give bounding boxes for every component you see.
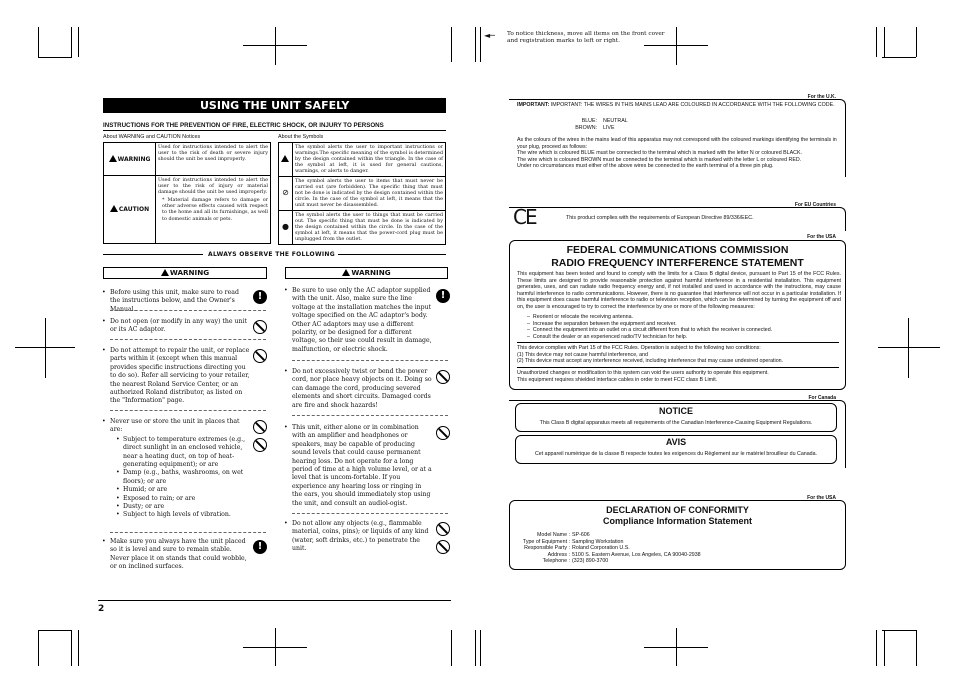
uk-instructions: As the colours of the wires in the mains lead of this apparatus may not correspond with the coloured markings identifying the terminals in your plug, proceed as follows: The wire which is coloured BLUE must be connected to the terminal which is marked with the letter N or coloured BLACK. The wire which is coloured BROWN must be connected to the terminal which is marked with the letter L or coloured RED. Under no circumstances must either of the above wires be connected to the earth terminal of a three pin plug. (517, 137, 837, 170)
divider (338, 254, 446, 255)
exclamation-icon: ! (436, 289, 450, 303)
warning-label-cell: WARNING (104, 143, 156, 176)
region-label-eu: For EU Countries (794, 202, 836, 208)
no-disassemble-icon: ⊘ (279, 177, 293, 211)
eu-text: This product complies with the requirements of European Directive 89/336/EEC. (566, 215, 754, 221)
region-label-usa: For the USA (807, 495, 836, 501)
declaration-details: Model Name : SP-606 Type of Equipment : Sampling Workstation Responsible Party : Roland Corporation U.S. Address : 5100 S. Eastern Avenue, Los Angeles, CA 90040-2938 Telephone : (323) 890-3700 (522, 532, 701, 565)
prohibited-icon (436, 426, 450, 440)
no-disassemble-icon (253, 320, 267, 334)
list-item: • Do not open (or modify in any way) the unit or its AC adaptor. (102, 318, 247, 334)
uk-color-code: BLUE: NEUTRAL BROWN: LIVE (575, 118, 628, 131)
list-item: • Do not attempt to repair the unit, or replace parts within it (except when this manual provides specific instructions directing you to do so). Refer all servicing to your retailer, the nearest Roland Service Center, or an authorized Roland distributor, as listed on the "Information" page. (102, 347, 250, 405)
list-item: • This unit, either alone or in combination with an amplifier and headphones or speakers, may be capable of producing sound levels that could cause permanent hearing loss. Do not operate for a long period of time at a high volume level, or at a level that is uncom-fortable. If you experience any hearing loss or ringing in the ears, you should immediately stop using the unit, and consult an audiol-ogist. (284, 424, 432, 507)
divider (292, 513, 448, 514)
divider (110, 339, 266, 340)
no-liquid-icon (436, 540, 450, 554)
symbol-triangle-cell (279, 143, 293, 177)
no-disassemble-icon (253, 349, 267, 363)
divider (517, 367, 839, 368)
list-item: • Be sure to use only the AC adaptor supplied with the unit. Also, make sure the line voltage at the installation matches the input voltage specified on the AC adaptor's body. Other AC adaptors may use a different polarity, or be designed for a different voltage, so their use could result in damage, malfunction, or electric shock. (284, 287, 432, 353)
caution-triangle-icon (110, 205, 118, 212)
no-placement-icon (253, 420, 267, 434)
top-note: To notice thickness, move all items on the front cover and registration marks to left or right. (507, 31, 665, 44)
unplug-icon: ● (279, 211, 293, 245)
triangle-icon (281, 155, 289, 162)
fcc-paragraph: This equipment has been tested and found to comply with the limits for a Class B digital device, pursuant to Part 15 of the FCC Rules. These limits are designed to provide reasonable protection against harmful interference in a residential installation. This equipment generates, uses, and can radiate radio frequency energy and, if not installed and used in accordance with the instructions, may cause harmful interference to radio communications. However, there is no guarantee that interference will not occur in a particular installation. If this equipment does cause harmful interference to radio or television reception, which can be determined by turning the equipment off and on, the user is encouraged to try to correct the interference by one or more of the following measures: (517, 271, 841, 310)
exclamation-icon: ! (253, 540, 267, 554)
region-label-uk: For the U.K. (807, 94, 836, 100)
exclamation-icon: ! (253, 290, 267, 304)
notice-table (103, 142, 271, 244)
arrow-left-icon: ◄─ (484, 31, 495, 40)
list-item: • Before using this unit, make sure to read the instructions below, and the Owner's Manual. (102, 289, 239, 313)
symbol-triangle-text: The symbol alerts the user to important instructions or warnings.The specific meaning of the symbol is determined by the design contained within the triangle. In the case of the symbol at left, it is used for general cautions, warnings, or alerts to danger. (293, 143, 446, 177)
divider (103, 254, 203, 255)
symbol-prohibit-text: The symbol alerts the user to items that must never be carried out (are forbidden). The specific thing that must not be done is indicated by the design contained within the circle. In the case of the symbol at left, it means that the unit must never be disassembled. (293, 177, 446, 211)
col1-warning-header: WARNING (103, 267, 267, 279)
about-symbols-heading: About the Symbols (278, 134, 324, 140)
prohibited-icon (436, 370, 450, 384)
region-label-canada: For Canada (808, 395, 836, 401)
no-placement-icon (253, 438, 267, 452)
page-title: USING THE UNIT SAFELY (103, 98, 446, 113)
warning-triangle-icon (161, 269, 169, 276)
uk-important: IMPORTANT: IMPORTANT: THE WIRES IN THIS MAINS LEAD ARE COLOURED IN ACCORDANCE WITH THE FOLLOWING CODE. (517, 102, 835, 108)
divider (103, 130, 446, 131)
list-item: • Make sure you always have the unit placed so it is level and sure to remain stable. Never place it on stands that could wobble, or on inclined surfaces. (102, 538, 247, 571)
divider (98, 600, 451, 601)
caution-label-cell: CAUTION (104, 176, 156, 244)
list-item: • Do not allow any objects (e.g., flammable material, coins, pins); or liquids of any kind (water, soft drinks, etc.) to penetrate the unit. (284, 520, 429, 553)
page-number: 2 (98, 604, 105, 614)
caution-description: Used for instructions intended to alert the user to the risk of injury or material damage should the unit be used improperly. * Material damage refers to damage or other adverse effects caused with respect to the home and all its furnishings, as well to domestic animals or pets. (156, 176, 271, 244)
divider (292, 415, 448, 416)
subtitle: INSTRUCTIONS FOR THE PREVENTION OF FIRE, ELECTRIC SHOCK, OR INJURY TO PERSONS (103, 122, 384, 129)
region-label-usa: For the USA (807, 234, 836, 240)
fcc-changes: Unauthorized changes or modification to this system can void the users authority to operate this equipment. This equipment requires shielded interface cables in order to meet FCC class B Limit. (517, 370, 769, 383)
notice-text: This Class B digital apparatus meets all requirements of the Canadian Interference-Causing Equipment Regulations. (539, 420, 813, 426)
divider (292, 360, 448, 361)
fcc-measures: – Reorient or relocate the receiving antenna. – Increase the separation between the equipment and receiver. – Connect the equipment into an outlet on a circuit different from that to which the receiver is connected. – Consult the dealer or an experienced radio/TV technician for help. (527, 314, 773, 340)
prohibited-icon (436, 522, 450, 536)
divider (110, 310, 266, 311)
avis-title: AVIS (665, 437, 687, 447)
symbol-mandatory-text: The symbol alerts the user to things that must be carried out. The specific thing that must be done is indicated by the design contained within the circle. In the case of the symbol at left, it means that the power-cord plug must be unplugged from the outlet. (293, 211, 446, 245)
col2-warning-header: WARNING (285, 267, 448, 279)
list-item: • Never use or store the unit in places that are: • Subject to temperature extremes (e.g., direct sunlight in an enclosed vehicle, near a heating duct, on top of heat-generating equipment); or are • Damp (e.g., baths, washrooms, on wet floors); or are • Humid; or are • Exposed to rain; or are • Dusty; or are • Subject to high levels of vibration. (110, 418, 250, 520)
warning-description: Used for instructions intended to alert the user to the risk of death or severe injury should the unit be used improperly. (156, 143, 271, 176)
declaration-title: DECLARATION OF CONFORMITY Compliance Information Statement (602, 505, 753, 526)
fcc-title: FEDERAL COMMUNICATIONS COMMISSION RADIO FREQUENCY INTERFERENCE STATEMENT (551, 244, 804, 269)
divider (110, 532, 266, 533)
about-notices-heading: About WARNING and CAUTION Notices (103, 134, 201, 140)
always-observe-heading: ALWAYS OBSERVE THE FOLLOWING (208, 251, 335, 258)
divider (517, 342, 839, 343)
fcc-part15: This device complies with Part 15 of the FCC Rules. Operation is subject to the following two conditions: (1) This device may not cause harmful interference, and (2) This device must accept any interference received, including interference that may cause undesired operation. (517, 345, 784, 365)
notice-title: NOTICE (658, 406, 693, 416)
list-item: • Do not excessively twist or bend the power cord, nor place heavy objects on it. Doing so can damage the cord, producing severed elements and short circuits. Damaged cords are fire and shock hazards! (284, 368, 432, 409)
warning-triangle-icon (109, 155, 117, 162)
divider (110, 410, 266, 411)
avis-text: Cet appareil numérique de la classe B respecte toutes les exigences du Règlement sur le matériel brouilleur du Canada. (534, 451, 818, 457)
symbols-table (278, 142, 446, 245)
warning-triangle-icon (342, 269, 350, 276)
ce-mark-icon: CE (513, 205, 536, 229)
